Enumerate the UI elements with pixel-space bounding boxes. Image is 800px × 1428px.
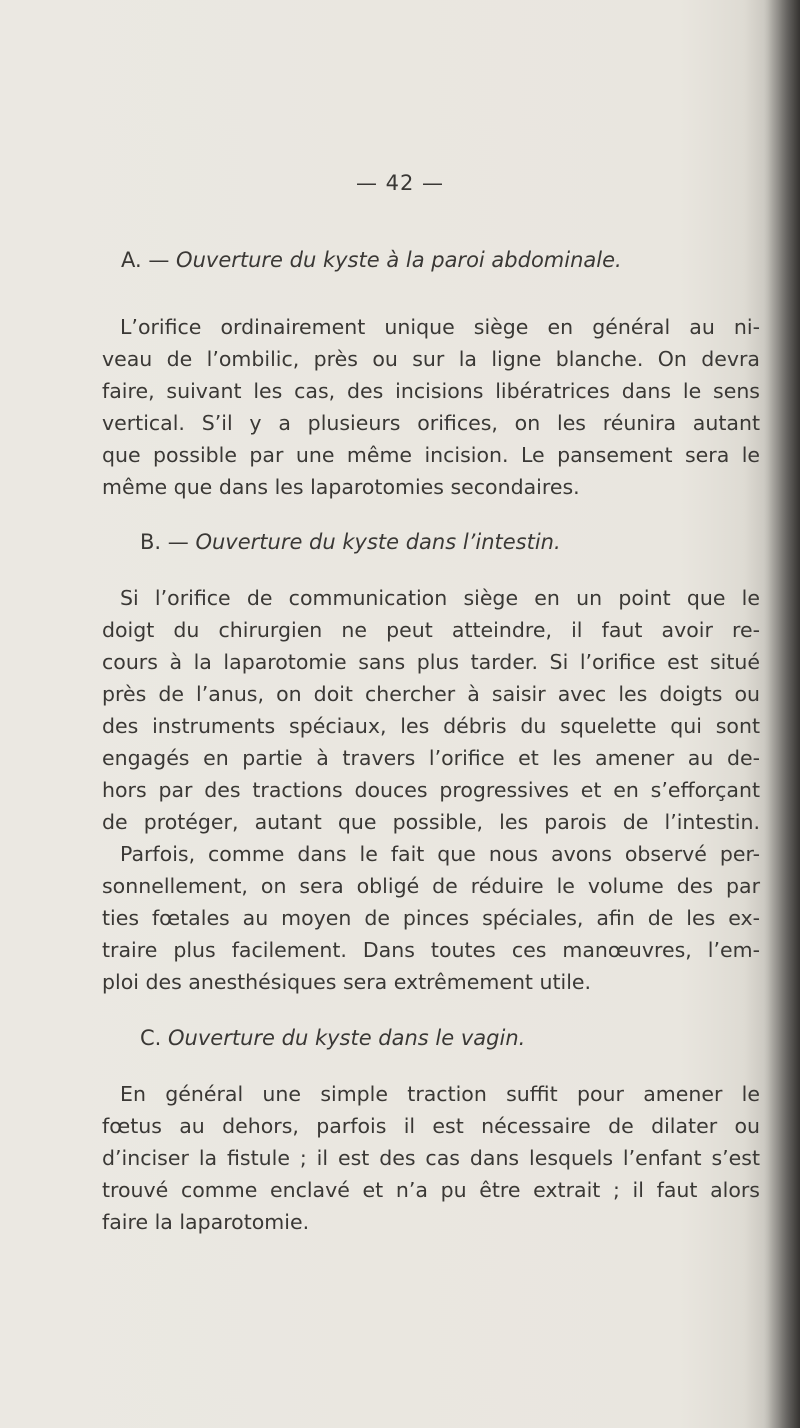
section-letter: B. — (140, 530, 189, 554)
paragraph-line: ploi des anesthésiques sera extrêmement utile. (102, 970, 592, 994)
paragraph-line: près de l’anus, on doit chercher à saisir avec les doigts ou (102, 682, 760, 706)
paragraph-line: doigt du chirurgien ne peut atteindre, il faut avoir re- (102, 618, 760, 642)
paragraph-line: sonnellement, on sera obligé de réduire le volume des par (102, 874, 760, 898)
paragraph-line: En général une simple traction suffit pour amener le (120, 1082, 760, 1106)
paragraph-line: de protéger, autant que possible, les parois de l’intestin. (102, 810, 760, 834)
section-heading-a (121, 248, 622, 272)
paragraph-line: Parfois, comme dans le fait que nous avons observé per- (120, 842, 760, 866)
paragraph-line: des instruments spéciaux, les débris du squelette qui sont (102, 714, 760, 738)
paragraph-line: que possible par une même incision. Le pansement sera le (102, 443, 760, 467)
section-title: Ouverture du kyste dans l’intestin. (195, 530, 561, 554)
paragraph-line: L’orifice ordinairement unique siège en général au ni- (120, 315, 760, 339)
paragraph-line: hors par des tractions douces progressives et en s’efforçant (102, 778, 760, 802)
page-edge-shadow (764, 0, 800, 1428)
paragraph-line: même que dans les laparotomies secondaires. (102, 475, 580, 499)
paragraph-line: Si l’orifice de communication siège en un point que le (120, 586, 760, 610)
section-title: Ouverture du kyste dans le vagin. (168, 1026, 526, 1050)
paragraph-line: d’inciser la fistule ; il est des cas dans lesquels l’enfant s’est (102, 1146, 760, 1170)
page-number: — 42 — (355, 171, 445, 195)
paragraph-line: cours à la laparotomie sans plus tarder. Si l’orifice est situé (102, 650, 760, 674)
paragraph-line: faire, suivant les cas, des incisions libératrices dans le sens (102, 379, 760, 403)
paragraph-line: traire plus facilement. Dans toutes ces manœuvres, l’em- (102, 938, 760, 962)
paragraph-line: faire la laparotomie. (102, 1210, 310, 1234)
section-paragraph-b (102, 582, 760, 998)
section-letter: A. — (121, 248, 170, 272)
paragraph-line: vertical. S’il y a plusieurs orifices, on les réunira autant (102, 411, 760, 435)
section-heading-c (140, 1026, 525, 1050)
paragraph-line: fœtus au dehors, parfois il est nécessaire de dilater ou (102, 1114, 760, 1138)
section-heading-b (140, 530, 561, 554)
paragraph-line: trouvé comme enclavé et n’a pu être extrait ; il faut alors (102, 1178, 760, 1202)
section-paragraph-a (102, 311, 760, 503)
section-paragraph-c (102, 1078, 760, 1238)
paragraph-line: ties fœtales au moyen de pinces spéciales, afin de les ex- (102, 906, 760, 930)
paragraph-line: veau de l’ombilic, près ou sur la ligne blanche. On devra (102, 347, 760, 371)
section-letter: C. (140, 1026, 162, 1050)
section-title: Ouverture du kyste à la paroi abdominale. (176, 248, 622, 272)
paragraph-line: engagés en partie à travers l’orifice et les amener au de- (102, 746, 760, 770)
